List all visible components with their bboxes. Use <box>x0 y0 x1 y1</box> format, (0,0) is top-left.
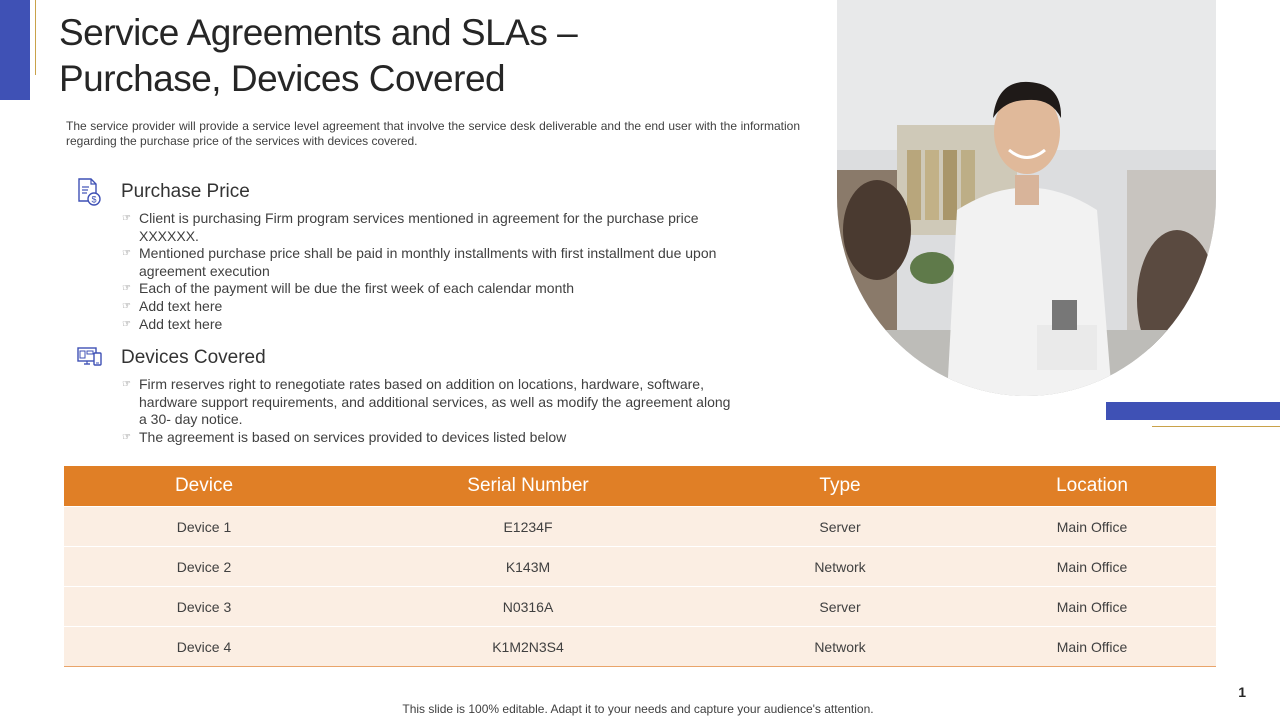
cell-serial-number: K143M <box>344 547 712 587</box>
table-row <box>64 587 1216 627</box>
cell-type: Server <box>712 587 968 627</box>
devices-icon <box>76 343 104 373</box>
bullet-hand-icon: ☞ <box>122 431 131 443</box>
purchase-price-list <box>122 210 736 333</box>
bullet-hand-icon: ☞ <box>122 283 131 295</box>
devices-covered-list <box>122 376 736 446</box>
cell-type: Network <box>712 627 968 667</box>
purchase-price-heading: Purchase Price <box>121 181 250 202</box>
bullet-hand-icon: ☞ <box>122 379 131 390</box>
column-header-type: Type <box>712 466 968 507</box>
footer-note: This slide is 100% editable. Adapt it to your needs and capture your audience's attention. <box>402 702 874 716</box>
bullet-hand-icon: ☞ <box>122 248 131 260</box>
devices-covered-heading: Devices Covered <box>121 347 266 368</box>
table-row <box>64 507 1216 547</box>
list-item: ☞ Add text here <box>122 297 223 314</box>
table-row <box>64 547 1216 587</box>
cell-device: Device 1 <box>64 507 344 547</box>
devices-covered-header <box>76 343 736 373</box>
bullet-hand-icon: ☞ <box>122 300 131 312</box>
table-header-row <box>64 466 1216 507</box>
cell-device: Device 4 <box>64 627 344 667</box>
table-row <box>64 627 1216 667</box>
svg-text:$: $ <box>91 194 97 205</box>
devices-covered-section <box>76 343 736 446</box>
cell-location: Main Office <box>968 507 1216 547</box>
cell-location: Main Office <box>968 547 1216 587</box>
column-header-location: Location <box>968 466 1216 507</box>
column-header-device: Device <box>64 466 344 507</box>
purchase-price-header <box>76 177 736 207</box>
page-number: 1 <box>1238 684 1246 700</box>
intro-paragraph: The service provider will provide a service level agreement that involve the service desk deliverable and the end user with the information regarding the purchase price of the services with devices covered. <box>66 119 800 148</box>
cell-location: Main Office <box>968 627 1216 667</box>
title-line-1: Service Agreements and SLAs – <box>59 12 578 53</box>
cell-type: Network <box>712 547 968 587</box>
cell-device: Device 2 <box>64 547 344 587</box>
left-accent-bar <box>0 0 30 100</box>
list-item: ☞ Firm reserves right to renegotiate rates based on addition on locations, hardware, software, hardware support requirements, and additional services, as well as modify the agreement along a 30- day notice. <box>122 376 731 428</box>
list-item: ☞ Mentioned purchase price shall be paid in monthly installments with first installment due upon agreement execution <box>122 245 717 279</box>
cell-location: Main Office <box>968 587 1216 627</box>
list-item: ☞ Each of the payment will be due the first week of each calendar month <box>122 280 575 297</box>
list-item: ☞ Add text here <box>122 315 223 332</box>
cell-serial-number: N0316A <box>344 587 712 627</box>
slide-title <box>59 10 779 102</box>
purchase-price-section <box>76 177 736 333</box>
cell-serial-number: E1234F <box>344 507 712 547</box>
cell-device: Device 3 <box>64 587 344 627</box>
column-header-serial-number: Serial Number <box>344 466 712 507</box>
bullet-hand-icon: ☞ <box>122 213 131 224</box>
left-accent-line <box>35 0 36 75</box>
price-document-icon <box>76 177 104 207</box>
list-item: ☞ The agreement is based on services provided to devices listed below <box>122 428 567 445</box>
list-item: ☞ Client is purchasing Firm program services mentioned in agreement for the purchase price XXXXXX. <box>122 210 699 244</box>
right-accent-line <box>1152 426 1280 427</box>
bullet-hand-icon: ☞ <box>122 318 131 330</box>
cell-serial-number: K1M2N3S4 <box>344 627 712 667</box>
devices-table <box>64 466 1216 667</box>
cell-type: Server <box>712 507 968 547</box>
office-meeting-photo <box>837 0 1216 396</box>
right-accent-bar <box>1106 402 1280 420</box>
title-line-2: Purchase, Devices Covered <box>59 58 506 99</box>
